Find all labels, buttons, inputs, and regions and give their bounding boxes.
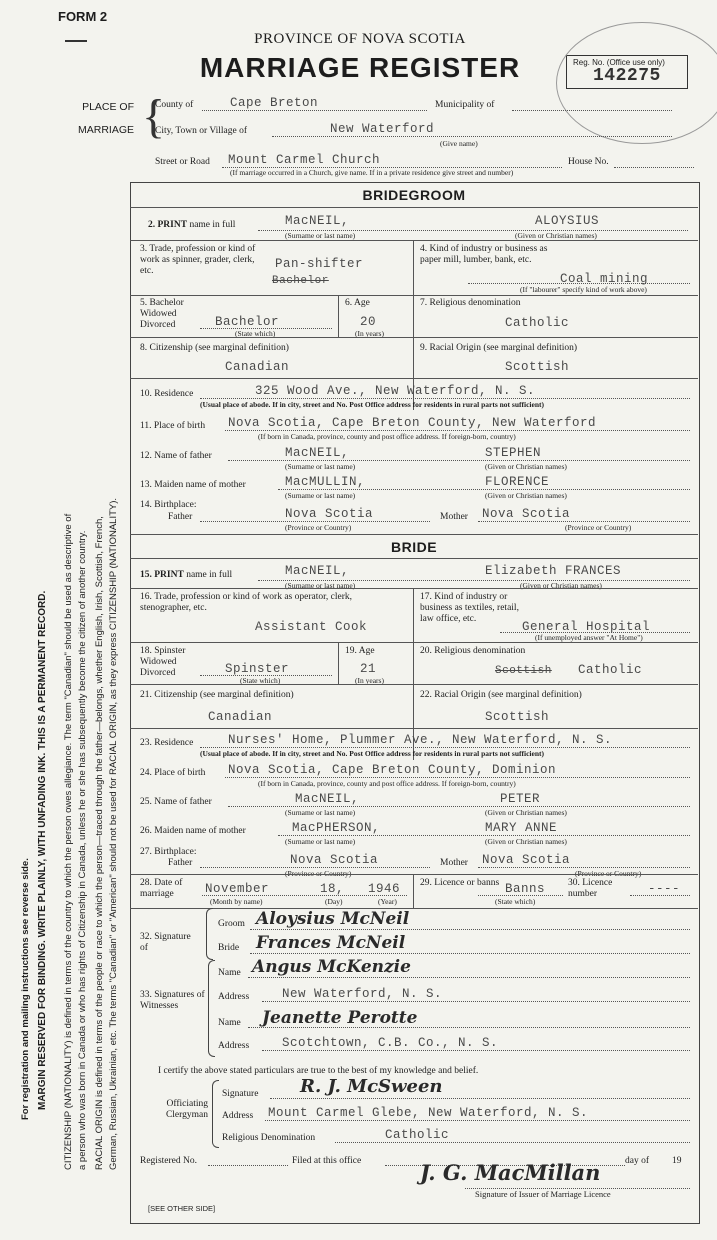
registered-label: Registered No.	[140, 1156, 197, 1166]
bride-religion-struck: Scottish	[495, 665, 552, 677]
w1-address-label: Address	[218, 992, 250, 1002]
bride-given-cap: (Given or Christian names)	[520, 581, 602, 590]
bride-industry: General Hospital	[522, 620, 651, 634]
form-number: FORM 2	[58, 9, 108, 24]
witness1-signature: Angus McKenzie	[252, 957, 411, 977]
groom-father-label: 12. Name of father	[140, 451, 212, 461]
bride-residence-cap: (Usual place of abode. If in city, street and No. Post Office address for residents in rural parts not sufficient)	[200, 749, 545, 758]
issuer-caption: Signature of Issuer of Marriage Licence	[475, 1189, 611, 1199]
bride-father-label: 25. Name of father	[140, 797, 212, 807]
house-label: House No.	[568, 157, 609, 167]
bride-birthplaces-label: 27. Birthplace:	[140, 847, 197, 857]
witnesses-label: 33. Signatures of Witnesses	[140, 990, 205, 1011]
margin-reserved: MARGIN RESERVED FOR BINDING. WRITE PLAINLY, WITH UNFADING INK. THIS IS A PERMANENT RECORD.	[37, 590, 48, 1110]
year-cap: (Year)	[378, 897, 397, 906]
groom-status-label: 5. Bachelor Widowed Divorced	[140, 298, 184, 330]
groom-father-given-cap: (Given or Christian names)	[485, 462, 567, 471]
witness-bracket	[208, 960, 215, 1057]
groom-birthplace-cap: (If born in Canada, province, county and post office address. If foreign-born, country)	[258, 432, 516, 441]
bride-trade: Assistant Cook	[255, 620, 368, 634]
bride-trade-label: 16. Trade, profession or kind of work as operator, clerk, stenographer, etc.	[140, 592, 353, 613]
bride-bp-father-label: Father	[168, 858, 193, 868]
county-value: Cape Breton	[230, 96, 319, 110]
w2-name-label: Name	[218, 1018, 241, 1028]
municipality-label: Municipality of	[435, 100, 495, 110]
margin-racial-2: German, Russian, Ukrainian, etc. The terms "Canadian" or "American" should not be used for RACIAL ORIGIN, as they express CITIZENSHIP (NATIONALITY).	[108, 497, 119, 1170]
bride-racial: Scottish	[485, 710, 550, 724]
margin-citizenship-1: CITIZENSHIP (NATIONALITY) is defined in terms of the country to which the person owes allegiance. The term "Canadian" should be used as descriptive of	[63, 513, 74, 1170]
dash-mark	[65, 40, 87, 42]
groom-signature: Aloysius McNeil	[256, 909, 410, 929]
give-name-caption: (Give name)	[440, 139, 478, 148]
bride-bp-mother-cap: (Province or Country)	[575, 869, 642, 878]
groom-religion: Catholic	[505, 316, 570, 330]
groom-mother-surname: MacMULLIN,	[285, 475, 366, 489]
groom-sig-label: Groom	[218, 919, 245, 929]
banns-cap: (State which)	[495, 897, 536, 906]
bride-mother-label: 26. Maiden name of mother	[140, 826, 246, 836]
bride-heading: BRIDE	[390, 539, 438, 555]
groom-citizenship: Canadian	[225, 360, 290, 374]
groom-mother-given-cap: (Given or Christian names)	[485, 491, 567, 500]
filed-label: Filed at this office	[292, 1156, 362, 1166]
bride-bp-mother-label: Mother	[440, 858, 468, 868]
reg-number: 142275	[593, 66, 661, 86]
marriage-month: November	[205, 882, 270, 896]
page-title: MARRIAGE REGISTER	[199, 52, 521, 83]
licence-label: 30. Licence number	[568, 878, 613, 899]
groom-industry: Coal mining	[560, 272, 649, 286]
groom-birthplaces-label: 14. Birthplace:	[140, 500, 197, 510]
bride-mother-surname-cap: (Surname or last name)	[285, 837, 356, 846]
groom-age-label: 6. Age	[345, 298, 370, 308]
groom-birthplace: Nova Scotia, Cape Breton County, New Waterford	[228, 416, 597, 430]
bride-age: 21	[360, 662, 377, 676]
w2-address-label: Address	[218, 1041, 250, 1051]
city-value: New Waterford	[330, 122, 435, 136]
bride-citizenship-label: 21. Citizenship (see marginal definition)	[140, 690, 294, 700]
groom-father-given: STEPHEN	[485, 446, 542, 460]
groom-father-surname: MacNEIL,	[285, 446, 350, 460]
banns-label: 29. Licence or banns	[420, 878, 500, 888]
groom-surname: MacNEIL,	[285, 214, 350, 228]
clergy-religion: Catholic	[385, 1128, 450, 1142]
groom-status: Bachelor	[215, 315, 280, 329]
clergy-address-label: Address	[222, 1111, 254, 1121]
groom-name-label: 2. PRINT name in full	[148, 220, 236, 230]
groom-mother-label: 13. Maiden name of mother	[140, 480, 246, 490]
groom-given: ALOYSIUS	[535, 214, 600, 228]
groom-racial: Scottish	[505, 360, 570, 374]
bride-state-cap: (State which)	[240, 676, 281, 685]
groom-religion-label: 7. Religious denomination	[420, 298, 521, 308]
issuer-signature: J. G. MacMillan	[420, 1160, 601, 1185]
bride-birthplace-label: 24. Place of birth	[140, 768, 206, 778]
groom-trade-label: 3. Trade, profession or kind of work as spinner, grader, clerk, etc.	[140, 244, 256, 276]
sig-of-label: 32. Signature of	[140, 932, 191, 953]
year-19-label: 19	[672, 1156, 682, 1166]
county-label: County of	[155, 100, 194, 110]
margin-instructions: For registration and mailing instructions see reverse side.	[20, 858, 31, 1120]
groom-surname-cap: (Surname or last name)	[285, 231, 356, 240]
place-of-marriage-label: PLACE OF MARRIAGE	[77, 101, 134, 136]
bride-name-label: 15. PRINT name in full	[140, 570, 233, 580]
brace: {	[142, 90, 166, 143]
bride-bp-father: Nova Scotia	[290, 853, 379, 867]
groom-bp-mother: Nova Scotia	[482, 507, 571, 521]
w1-name-label: Name	[218, 968, 241, 978]
groom-birthplace-label: 11. Place of birth	[140, 421, 206, 431]
certify-text: I certify the above stated particulars are true to the best of my knowledge and belief.	[158, 1066, 479, 1076]
groom-given-cap: (Given or Christian names)	[515, 231, 597, 240]
groom-father-surname-cap: (Surname or last name)	[285, 462, 356, 471]
groom-citizenship-label: 8. Citizenship (see marginal definition)	[140, 343, 289, 353]
day-cap: (Day)	[325, 897, 343, 906]
bride-religion-label: 20. Religious denomination	[420, 646, 526, 656]
clergy-bracket	[212, 1080, 219, 1148]
bride-father-surname: MacNEIL,	[295, 792, 360, 806]
groom-industry-cap: (If "labourer" specify kind of work above)	[520, 285, 647, 294]
marriage-year: 1946	[368, 882, 401, 896]
marriage-day: 18,	[320, 882, 345, 896]
bride-father-given: PETER	[500, 792, 541, 806]
witness2-address: Scotchtown, C.B. Co., N. S.	[282, 1036, 499, 1050]
province-heading: PROVINCE OF NOVA SCOTIA	[254, 31, 466, 47]
bride-birthplace-cap: (If born in Canada, province, county and post office address. If foreign-born, country)	[258, 779, 516, 788]
day-of-label: day of	[625, 1156, 650, 1166]
groom-state-cap: (State which)	[235, 329, 276, 338]
bride-surname: MacNEIL,	[285, 564, 350, 578]
bride-mother-given-cap: (Given or Christian names)	[485, 837, 567, 846]
city-label: City, Town or Village of	[155, 126, 247, 136]
groom-age-cap: (In years)	[355, 329, 384, 338]
bride-bp-mother: Nova Scotia	[482, 853, 571, 867]
groom-racial-label: 9. Racial Origin (see marginal definition)	[420, 343, 578, 353]
groom-trade-struck: Bachelor	[272, 275, 329, 287]
clergy-label: Officiating Clergyman	[165, 1099, 208, 1120]
bride-status: Spinster	[225, 662, 290, 676]
banns-value: Banns	[505, 882, 546, 896]
street-value: Mount Carmel Church	[228, 153, 381, 167]
bride-industry-label: 17. Kind of industry or business as textiles, retail, law office, etc.	[420, 592, 519, 624]
groom-bp-mother-cap: (Province or Country)	[565, 523, 632, 532]
bride-father-surname-cap: (Surname or last name)	[285, 808, 356, 817]
margin-racial-1: RACIAL ORIGIN is defined in terms of the people or race to which the person—traced through the father—belongs, whether English, Irish, Scottish, French,	[94, 516, 105, 1170]
bride-age-label: 19. Age	[345, 646, 375, 656]
bride-mother-surname: MacPHERSON,	[292, 821, 381, 835]
bride-racial-label: 22. Racial Origin (see marginal definition)	[420, 690, 582, 700]
bride-industry-cap: (If unemployed answer "At Home")	[535, 633, 643, 642]
bride-residence-label: 23. Residence	[140, 738, 194, 748]
bride-given: Elizabeth FRANCES	[485, 564, 622, 578]
margin-citizenship-2: a person who was born in Canada or who has rights of Citizenship in Canada, unless he or she has subsequently become the citizen of another country.	[77, 530, 88, 1170]
groom-residence-cap: (Usual place of abode. If in city, street and No. Post Office address for residents in rural parts not sufficient)	[200, 400, 545, 409]
clergy-signature: R. J. McSween	[300, 1076, 443, 1097]
marriage-date-label: 28. Date of marriage	[140, 878, 183, 899]
bridegroom-heading: BRIDEGROOM	[362, 187, 466, 203]
witness2-signature: Jeanette Perotte	[262, 1008, 418, 1028]
bride-residence: Nurses' Home, Plummer Ave., New Waterford, N. S.	[228, 733, 613, 747]
groom-bp-father-cap: (Province or Country)	[285, 523, 352, 532]
groom-bp-father-label: Father	[168, 512, 193, 522]
street-caption: (If marriage occurred in a Church, give name. If in a private residence give street and number)	[230, 168, 514, 177]
clergy-sig-label: Signature	[222, 1089, 259, 1099]
bride-religion: Catholic	[578, 663, 643, 677]
clergy-address: Mount Carmel Glebe, New Waterford, N. S.	[268, 1106, 589, 1120]
clergy-religion-label: Religious Denomination	[222, 1133, 316, 1143]
bride-age-cap: (In years)	[355, 676, 384, 685]
witness1-address: New Waterford, N. S.	[282, 987, 443, 1001]
groom-residence-label: 10. Residence	[140, 389, 194, 399]
bride-sig-label: Bride	[218, 943, 240, 953]
groom-residence: 325 Wood Ave., New Waterford, N. S.	[255, 384, 536, 398]
stamp-circle	[556, 22, 717, 144]
bride-surname-cap: (Surname or last name)	[285, 581, 356, 590]
street-label: Street or Road	[155, 157, 210, 167]
month-cap: (Month by name)	[210, 897, 263, 906]
groom-bp-father: Nova Scotia	[285, 507, 374, 521]
bride-bp-father-cap: (Province or Country)	[285, 869, 352, 878]
groom-industry-label: 4. Kind of industry or business as paper mill, lumber, bank, etc.	[420, 244, 548, 265]
groom-bp-mother-label: Mother	[440, 512, 468, 522]
bride-mother-given: MARY ANNE	[485, 821, 558, 835]
bride-signature: Frances McNeil	[256, 933, 406, 953]
bride-citizenship: Canadian	[208, 710, 273, 724]
see-other-side: [SEE OTHER SIDE]	[148, 1204, 216, 1213]
licence-number: ----	[648, 882, 681, 896]
sig-bracket	[206, 908, 213, 960]
groom-age: 20	[360, 315, 377, 329]
groom-mother-surname-cap: (Surname or last name)	[285, 491, 356, 500]
reg-label: Reg. No. (Office use only)	[573, 58, 665, 67]
groom-trade: Pan-shifter	[275, 257, 364, 271]
bride-birthplace: Nova Scotia, Cape Breton County, Dominion	[228, 763, 557, 777]
groom-mother-given: FLORENCE	[485, 475, 550, 489]
bride-father-given-cap: (Given or Christian names)	[485, 808, 567, 817]
bride-status-label: 18. Spinster Widowed Divorced	[140, 646, 186, 678]
